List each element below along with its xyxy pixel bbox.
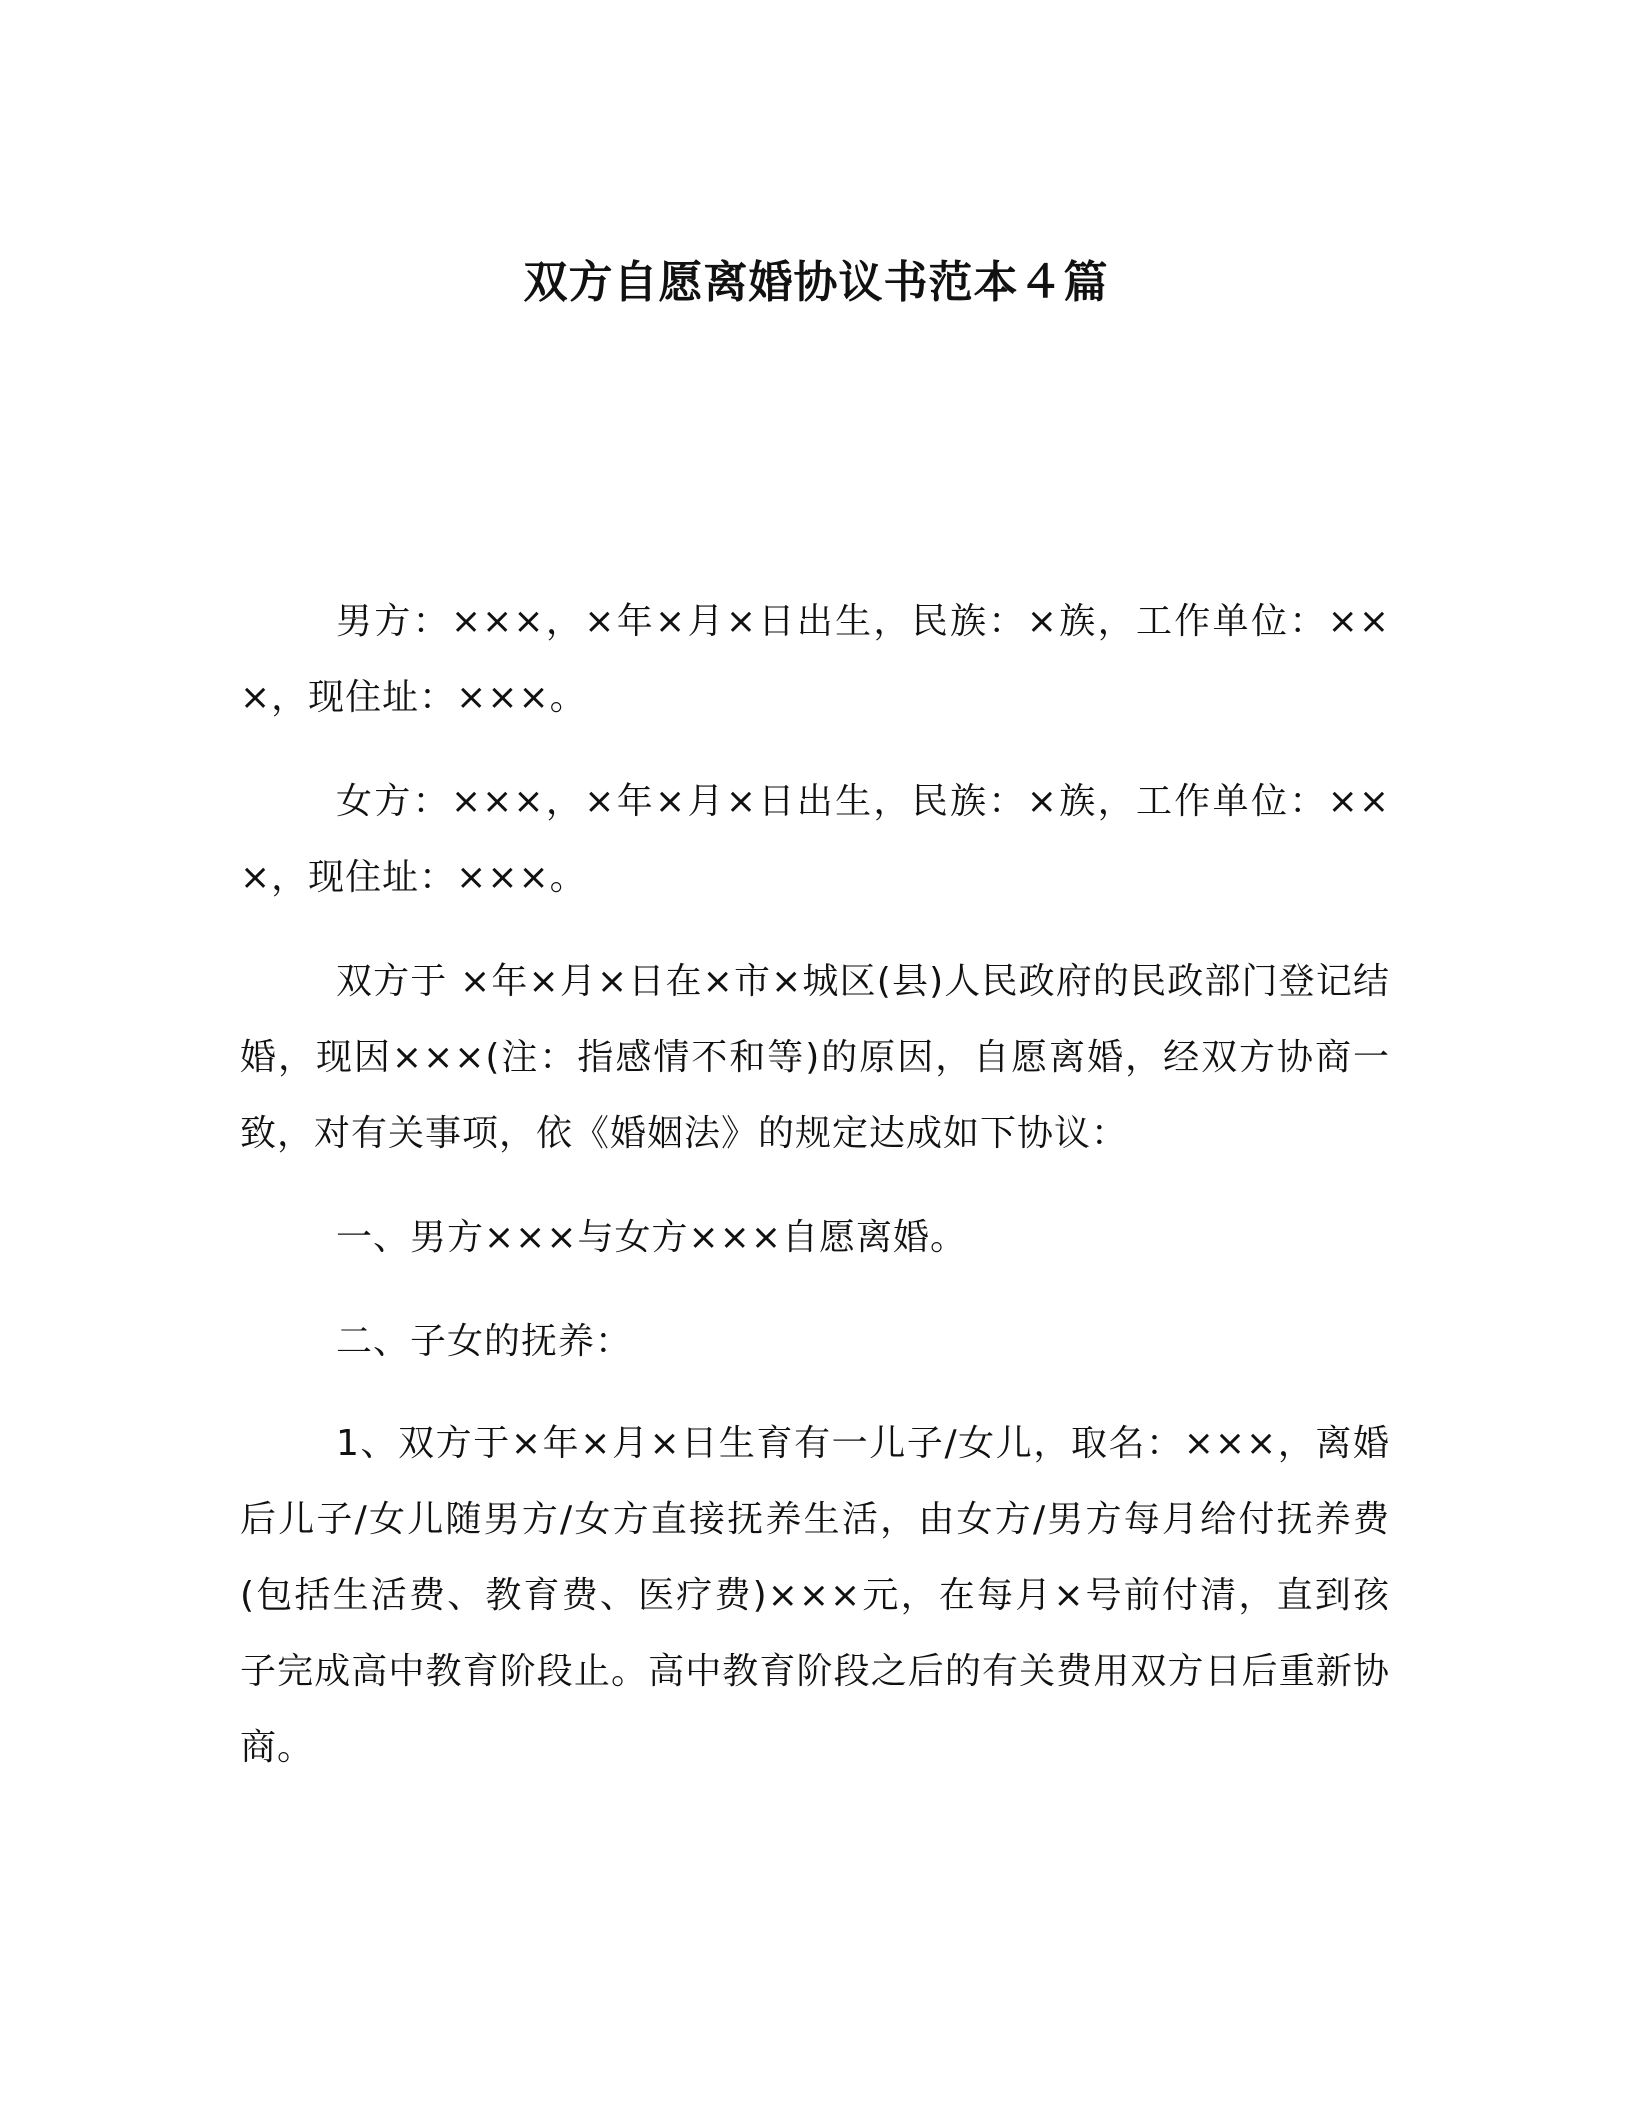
document-title: 双方自愿离婚协议书范本４篇 — [523, 257, 1109, 309]
paragraph-male-party: 男方：×××，×年×月×日出生，民族：×族，工作单位：×××，现住址：×××。 — [240, 601, 1390, 718]
paragraph-female-party: 女方：×××，×年×月×日出生，民族：×族，工作单位：×××，现住址：×××。 — [240, 781, 1390, 898]
paragraph-item-divorce: 一、男方×××与女方×××自愿离婚。 — [336, 1217, 967, 1258]
paragraph-marriage-registration: 双方于 ×年×月×日在×市×城区(县)人民政府的民政部门登记结婚，现因×××(注：指感情不和等)的原因，自愿离婚，经双方协商一致，对有关事项，依《婚姻法》的规定达成如下协议： — [240, 961, 1390, 1154]
paragraph-child-support-clause: 1、双方于×年×月×日生育有一儿子/女儿，取名：×××，离婚后儿子/女儿随男方/女方直接抚养生活，由女方/男方每月给付抚养费(包括生活费、教育费、医疗费)×××元，在每月×号前付清，直到孩子完成高中教育阶段止。高中教育阶段之后的有关费用双方日后重新协商。 — [240, 1423, 1390, 1768]
paragraph-item-child-custody-heading: 二、子女的抚养： — [336, 1321, 633, 1362]
